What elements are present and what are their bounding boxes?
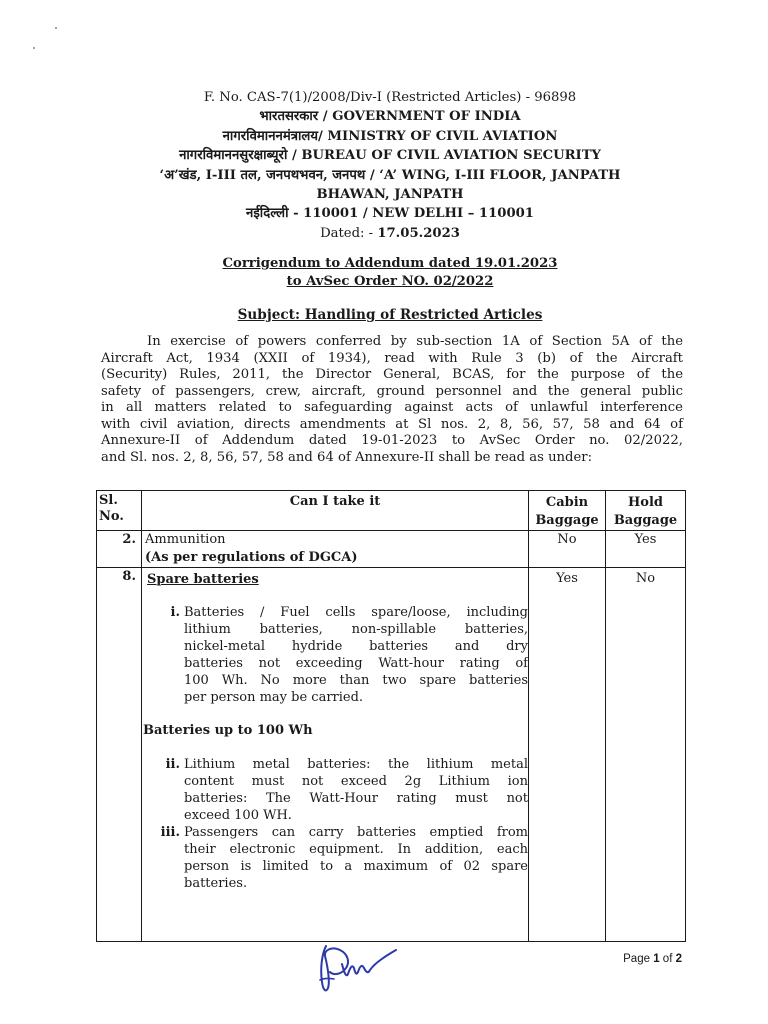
list-text <box>184 604 528 706</box>
header-hold-text: Hold <box>628 495 663 510</box>
text-line: per person may be carried. <box>184 690 364 705</box>
paragraph-line: and Sl. nos. 2, 8, 56, 57, 58 and 64 of Annexure-II shall be read as under: <box>101 449 593 465</box>
text-line: batteries: The Watt-Hour rating must not <box>184 791 528 806</box>
city-line: नईदिल्ली - 110001 / NEW DELHI – 110001 <box>246 206 534 222</box>
ministry-line: नागरविमाननमंत्रालय/ MINISTRY OF CIVIL AVIATION <box>222 128 558 144</box>
cabin-value: Yes <box>529 568 606 942</box>
file-number: F. No. CAS-7(1)/2008/Div-I (Restricted Articles) - 96898 <box>203 90 577 105</box>
scan-speck <box>55 27 57 29</box>
list-text <box>184 824 528 892</box>
page-number <box>623 953 682 965</box>
address-line-1: ‘अ’खंड, I-III तल, जनपथभवन, जनपथ / ‘A’ WING, I-III FLOOR, JANPATH <box>159 167 621 183</box>
text-line: batteries. <box>184 876 248 891</box>
row-sl-number: 2. <box>97 531 142 568</box>
item-note: (As per regulations of DGCA) <box>145 550 358 565</box>
cabin-value: No <box>529 531 606 568</box>
header-no-text: No. <box>99 509 124 524</box>
text-line: batteries not exceeding Watt-hour rating of <box>184 656 528 671</box>
body-paragraph <box>101 334 683 466</box>
text-line: 100 Wh. No more than two spare batteries <box>184 673 528 688</box>
list-item <box>160 756 528 824</box>
table-row <box>97 568 686 942</box>
paragraph-line: with civil aviation, directs amendments at Sl nos. 2, 8, 56, 57, 58 and 64 of <box>101 416 683 432</box>
item-name: Spare batteries <box>147 572 259 587</box>
list-text <box>184 756 528 824</box>
paragraph-line: in all matters related to safeguarding against acts of unlawful interference <box>101 400 683 415</box>
hold-value: No <box>606 568 686 942</box>
batteries-subheading: Batteries up to 100 Wh <box>143 723 313 738</box>
page-of: of <box>659 953 676 965</box>
item-name: Ammunition <box>145 532 226 547</box>
subject-heading: Subject: Handling of Restricted Articles <box>237 307 543 323</box>
hold-value: Yes <box>606 531 686 568</box>
header-sl-no <box>97 491 142 531</box>
text-line: content must not exceed 2g Lithium ion <box>184 774 528 789</box>
bureau-line: नागरविमाननसुरक्षाब्यूरो / BUREAU OF CIVIL AVIATION SECURITY <box>179 148 601 164</box>
row-item <box>142 568 529 942</box>
text-line: lithium batteries, non-spillable batteries, <box>184 622 528 637</box>
page-total: 2 <box>675 953 682 965</box>
text-line: Batteries / Fuel cells spare/loose, including <box>184 605 528 620</box>
address-line-2: BHAWAN, JANPATH <box>316 187 464 203</box>
paragraph-line: Annexure-II of Addendum dated 19-01-2023 to AvSec Order no. 02/2022, <box>101 433 683 448</box>
header-baggage-text: Baggage <box>535 513 599 528</box>
header-sl-text: Sl. <box>99 493 118 508</box>
page-label: Page <box>623 953 654 965</box>
signature-image <box>312 938 402 998</box>
header-baggage-text: Baggage <box>613 513 678 528</box>
list-item <box>160 604 528 706</box>
paragraph-line: safety of passengers, crew, aircraft, ground personnel and the general public <box>101 383 683 399</box>
page-current: 1 <box>653 953 660 965</box>
letterhead <box>100 88 680 243</box>
dated-label: Dated: - <box>320 225 378 241</box>
text-line: Lithium metal batteries: the lithium metal <box>184 757 528 772</box>
row-item <box>142 531 529 568</box>
text-line: exceed 100 WH. <box>184 808 292 823</box>
paragraph-line: Aircraft Act, 1934 (XXII of 1934), read with Rule 3 (b) of the Aircraft <box>101 350 683 366</box>
header-hold-baggage <box>606 491 686 531</box>
text-line: nickel-metal hydride batteries and dry <box>184 639 528 654</box>
list-item <box>160 824 528 892</box>
list-number: i. <box>170 605 180 620</box>
list-number: iii. <box>160 825 180 840</box>
dated-line <box>100 224 680 243</box>
header-cabin-baggage <box>529 491 606 531</box>
row-sl-number: 8. <box>97 568 142 942</box>
dated-value: 17.05.2023 <box>377 225 460 241</box>
text-line: their electronic equipment. In addition, each <box>184 842 528 857</box>
text-line: person is limited to a maximum of 02 spare <box>184 859 528 874</box>
scan-speck <box>33 47 35 49</box>
text-line: Passengers can carry batteries emptied from <box>184 825 528 840</box>
corrigendum-title <box>100 255 680 291</box>
header-cabin-text: Cabin <box>545 495 589 510</box>
title-line-2: to AvSec Order NO. 02/2022 <box>286 274 494 289</box>
government-line: भारतसरकार / GOVERNMENT OF INDIA <box>259 109 521 125</box>
list-number: ii. <box>165 757 180 772</box>
paragraph-line: (Security) Rules, 2011, the Director General, BCAS, for the purpose of the <box>101 367 683 382</box>
table-header-row <box>97 491 686 531</box>
table-row <box>97 531 686 568</box>
paragraph-line: In exercise of powers conferred by sub-section 1A of Section 5A of the <box>147 334 683 349</box>
title-line-1: Corrigendum to Addendum dated 19.01.2023 <box>222 256 558 271</box>
header-can-i-take-it: Can I take it <box>142 491 529 531</box>
restricted-articles-table <box>96 490 686 942</box>
